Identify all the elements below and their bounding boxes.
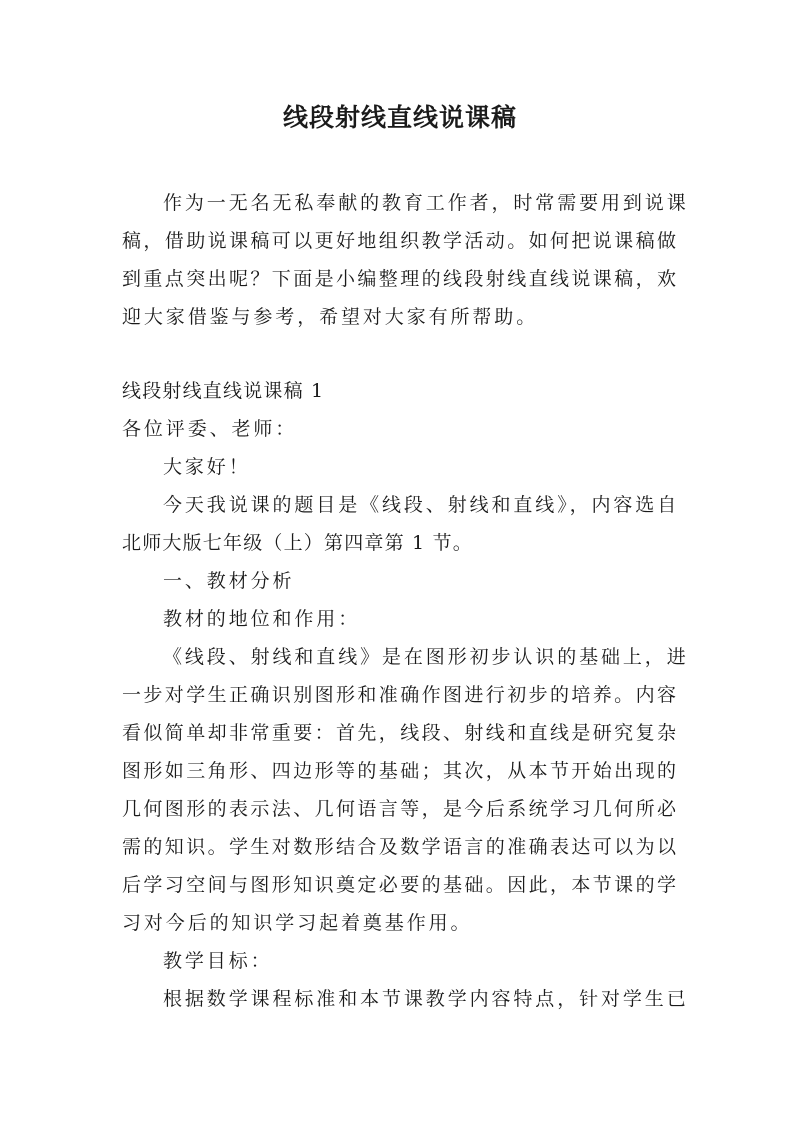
intro-line-3: 到重点突出呢？下面是小编整理的线段射线直线说课稿，欢 [122,268,676,290]
topic-line-1: 今天我说课的题目是《线段、射线和直线》，内容选自 [163,494,680,516]
role-line-8: 习对今后的知识学习起着奠基作用。 [122,912,473,934]
role-line-2: 一步对学生正确识别图形和准确作图进行初步的培养。内容 [122,684,676,706]
role-line-3: 看似简单却非常重要：首先，线段、射线和直线是研究复杂 [122,722,676,744]
topic-line-2: 北师大版七年级（上）第四章第 1 节。 [122,532,473,554]
subheading-goals: 教学目标： [163,950,273,972]
intro-line-4: 迎大家借鉴与参考，希望对大家有所帮助。 [122,306,539,328]
role-line-6: 需的知识。学生对数形结合及数学语言的准确表达可以为以 [122,836,676,858]
greeting: 大家好！ [163,456,251,478]
role-line-4: 图形如三角形、四边形等的基础；其次，从本节开始出现的 [122,760,676,782]
section-heading: 线段射线直线说课稿 1 [122,380,325,402]
part-heading: 一、教材分析 [163,570,295,592]
role-line-7: 后学习空间与图形知识奠定必要的基础。因此，本节课的学 [122,874,676,896]
role-line-5: 几何图形的表示法、几何语言等，是今后系统学习几何所必 [122,798,676,820]
goals-line-1: 根据数学课程标准和本节课教学内容特点，针对学生已 [163,988,689,1010]
salutation: 各位评委、老师： [122,418,298,440]
subheading-role: 教材的地位和作用： [163,608,361,630]
intro-line-2: 稿，借助说课稿可以更好地组织教学活动。如何把说课稿做 [122,230,676,252]
intro-line-1: 作为一无名无私奉献的教育工作者，时常需要用到说课 [163,192,689,214]
document-title: 线段射线直线说课稿 [282,103,517,132]
role-line-1: 《线段、射线和直线》是在图形初步认识的基础上，进 [163,646,689,668]
